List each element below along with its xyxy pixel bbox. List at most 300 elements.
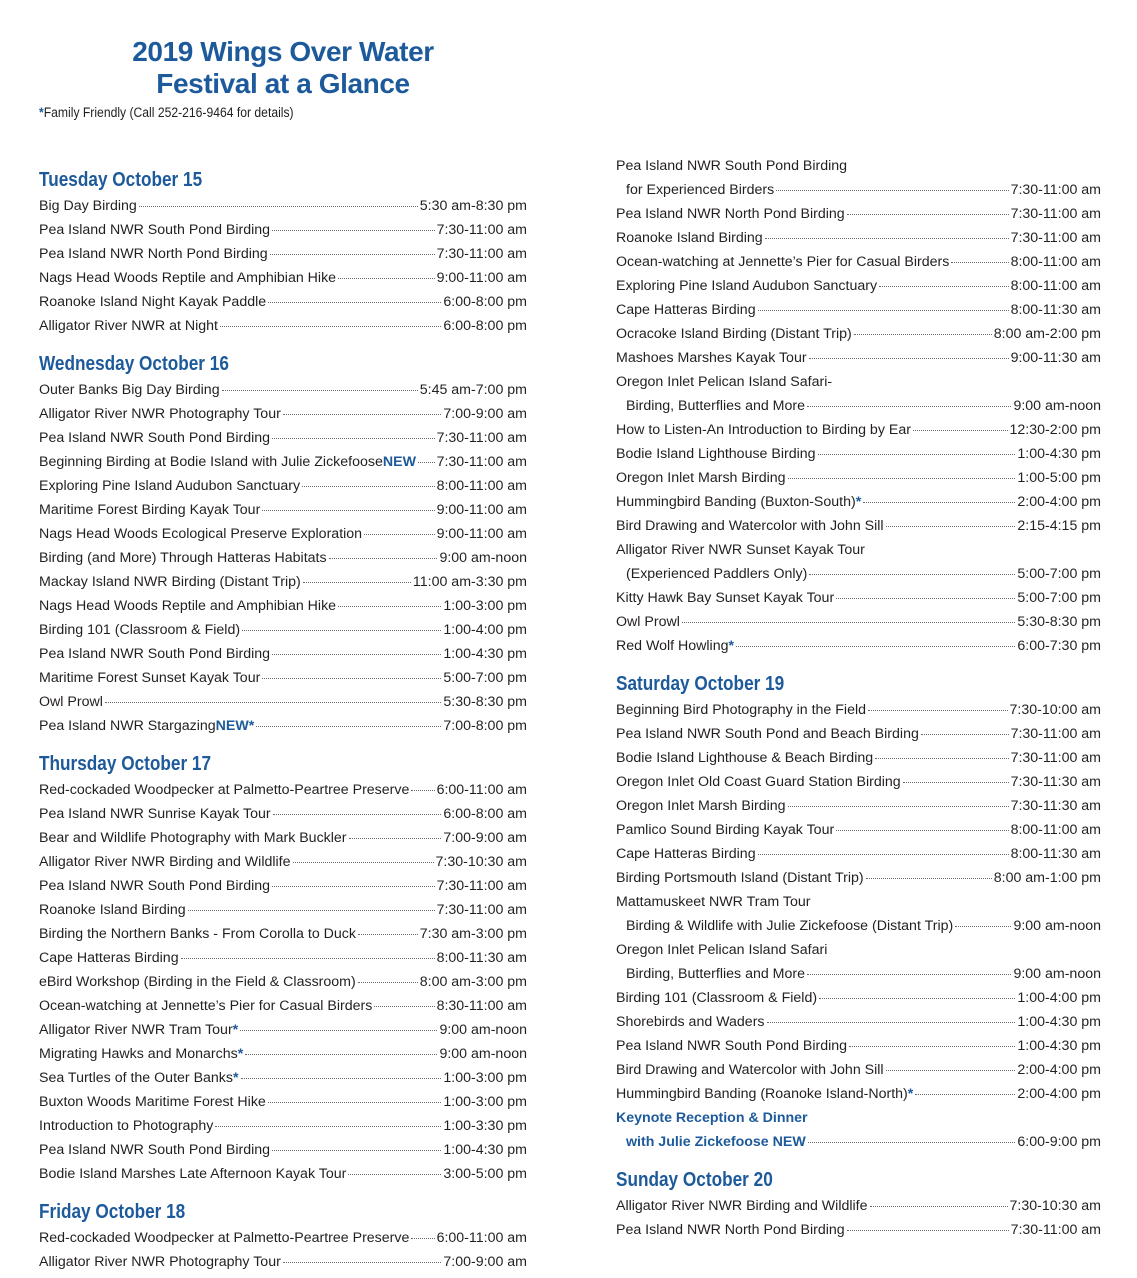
event-time: 11:00 am-3:30 pm xyxy=(412,574,527,590)
event-name: Maritime Forest Sunset Kayak Tour xyxy=(39,670,261,686)
event-name: Introduction to Photography xyxy=(39,1118,214,1134)
event-name: Oregon Inlet Old Coast Guard Station Birding xyxy=(616,774,901,790)
event-row xyxy=(39,218,527,242)
event-name: Pea Island NWR South Pond and Beach Birding xyxy=(616,726,919,742)
event-name: Roanoke Island Night Kayak Paddle xyxy=(39,294,267,310)
event-name: Alligator River NWR Photography Tour xyxy=(39,406,281,422)
event-time: 7:30-11:00 am xyxy=(436,246,527,262)
event-time: 1:00-4:30 pm xyxy=(1017,1014,1101,1030)
event-row xyxy=(616,466,1101,490)
day-heading: Tuesday October 15 xyxy=(39,169,203,191)
event-name: Nags Head Woods Reptile and Amphibian Hike xyxy=(39,270,337,286)
event-row xyxy=(39,994,527,1018)
dot-leader xyxy=(854,333,992,335)
event-time: 8:00 am-1:00 pm xyxy=(993,870,1101,886)
event-name: Maritime Forest Birding Kayak Tour xyxy=(39,502,261,518)
dot-leader xyxy=(240,1029,437,1031)
event-time: 9:00-11:00 am xyxy=(436,270,527,286)
dot-leader xyxy=(256,725,441,727)
event-time: 1:00-5:00 pm xyxy=(1017,470,1101,486)
event-time: 7:30-11:00 am xyxy=(436,430,527,446)
event-title-line xyxy=(616,1106,1101,1130)
dot-leader xyxy=(338,605,441,607)
event-row xyxy=(616,610,1101,634)
event-name: Birding the Northern Banks - From Corolla to Duck xyxy=(39,926,356,942)
dot-leader xyxy=(245,1053,437,1055)
event-name: Alligator River NWR Birding and Wildlife xyxy=(616,1198,868,1214)
event-title-line xyxy=(616,370,1101,394)
event-name: Red-cockaded Woodpecker at Palmetto-Peartree Preserve xyxy=(39,1230,410,1246)
event-row xyxy=(626,562,1101,586)
event-row xyxy=(39,378,527,402)
event-row xyxy=(616,842,1101,866)
event-row xyxy=(626,914,1101,938)
event-row xyxy=(616,722,1101,746)
dot-leader xyxy=(886,1069,1016,1071)
dot-leader xyxy=(139,205,418,207)
event-time: 12:30-2:00 pm xyxy=(1009,422,1101,438)
dot-leader xyxy=(105,701,442,703)
event-time: 7:30-11:30 am xyxy=(1010,774,1101,790)
event-time: 7:30-11:00 am xyxy=(436,222,527,238)
event-name: Pea Island NWR South Pond Birding xyxy=(616,1038,848,1054)
event-time: 6:00-8:00 am xyxy=(443,806,527,822)
event-row xyxy=(39,426,527,450)
event-row xyxy=(616,298,1101,322)
day-heading: Thursday October 17 xyxy=(39,753,212,775)
event-time: 2:00-4:00 pm xyxy=(1017,1062,1101,1078)
event-time: 8:00-11:00 am xyxy=(1010,278,1101,294)
dot-leader xyxy=(273,813,442,815)
dot-leader xyxy=(358,933,418,935)
dot-leader xyxy=(809,357,1009,359)
event-row xyxy=(39,778,527,802)
event-name: (Experienced Paddlers Only) xyxy=(626,566,808,582)
event-row xyxy=(616,794,1101,818)
event-time: 7:30-11:00 am xyxy=(1010,230,1101,246)
event-time: 8:00-11:30 am xyxy=(1010,302,1101,318)
event-row xyxy=(616,746,1101,770)
event-name: Alligator River NWR at Night xyxy=(39,318,218,334)
dot-leader xyxy=(349,837,442,839)
event-name: Birding, Butterflies and More xyxy=(626,966,806,982)
event-row xyxy=(39,642,527,666)
dot-leader xyxy=(188,909,435,911)
event-time: 9:00 am-noon xyxy=(439,1022,527,1038)
dot-leader xyxy=(272,653,441,655)
event-row xyxy=(39,546,527,570)
event-name: Mashoes Marshes Kayak Tour xyxy=(616,350,807,366)
dot-leader xyxy=(863,501,1015,503)
event-time: 1:00-4:30 pm xyxy=(1017,446,1101,462)
event-time: 1:00-4:30 pm xyxy=(443,646,527,662)
dot-leader xyxy=(807,405,1011,407)
event-name: Oregon Inlet Marsh Birding xyxy=(616,798,786,814)
title-line-2: Festival at a Glance xyxy=(156,68,410,99)
event-name: Birding, Butterflies and More xyxy=(626,398,806,414)
dot-leader xyxy=(866,877,992,879)
event-row xyxy=(616,1082,1101,1106)
dot-leader xyxy=(242,629,441,631)
event-time: 7:30-11:30 am xyxy=(1010,798,1101,814)
event-time: 7:00-8:00 pm xyxy=(443,718,527,734)
event-time: 1:00-3:00 pm xyxy=(443,1094,527,1110)
event-time: 7:30-10:30 am xyxy=(435,854,527,870)
event-name: eBird Workshop (Birding in the Field & Classroom) xyxy=(39,974,356,990)
event-name: Exploring Pine Island Audubon Sanctuary xyxy=(39,478,301,494)
event-row xyxy=(39,498,527,522)
dot-leader xyxy=(951,261,1008,263)
event-name: Big Day Birding xyxy=(39,198,137,214)
event-time: 5:30-8:30 pm xyxy=(443,694,527,710)
event-row xyxy=(39,1018,527,1042)
event-row xyxy=(616,322,1101,346)
event-time: 5:00-7:00 pm xyxy=(443,670,527,686)
event-name: Roanoke Island Birding xyxy=(616,230,763,246)
event-name: Beginning Bird Photography in the Field xyxy=(616,702,867,718)
event-row xyxy=(626,1130,1101,1154)
event-time: 7:30 am-3:00 pm xyxy=(419,926,527,942)
event-name: Cape Hatteras Birding xyxy=(616,846,756,862)
dot-leader xyxy=(758,853,1009,855)
family-friendly-text: Family Friendly (Call 252-216-9464 for details) xyxy=(43,105,294,120)
dot-leader xyxy=(418,461,435,463)
event-name: Pea Island NWR North Pond Birding xyxy=(616,1222,845,1238)
event-time: 5:30 am-8:30 pm xyxy=(419,198,527,214)
event-row xyxy=(626,178,1101,202)
event-name: Buxton Woods Maritime Forest Hike xyxy=(39,1094,266,1110)
event-row xyxy=(616,634,1101,658)
event-time: 8:00 am-3:00 pm xyxy=(419,974,527,990)
event-row xyxy=(616,698,1101,722)
dot-leader xyxy=(788,805,1009,807)
dot-leader xyxy=(847,213,1009,215)
event-row xyxy=(626,394,1101,418)
new-badge: NEW xyxy=(215,718,249,734)
dot-leader xyxy=(807,973,1011,975)
event-row xyxy=(39,450,527,474)
event-name: How to Listen-An Introduction to Birding by Ear xyxy=(616,422,911,438)
event-name: Hummingbird Banding (Buxton-South) xyxy=(616,494,856,510)
event-name: Ocean-watching at Jennette’s Pier for Casual Birders xyxy=(616,254,950,270)
dot-leader xyxy=(879,285,1008,287)
event-time: 6:00-8:00 pm xyxy=(443,294,527,310)
event-name: Bear and Wildlife Photography with Mark Buckler xyxy=(39,830,347,846)
event-time: 8:00-11:30 am xyxy=(1010,846,1101,862)
event-name: Keynote Reception & Dinner xyxy=(616,1110,808,1126)
dot-leader xyxy=(272,437,434,439)
event-name: Birding (and More) Through Hatteras Habitats xyxy=(39,550,327,566)
event-row xyxy=(39,474,527,498)
event-time: 8:00-11:30 am xyxy=(436,950,527,966)
event-row xyxy=(616,1010,1101,1034)
dot-leader xyxy=(913,429,1008,431)
dot-leader xyxy=(181,957,435,959)
dot-leader xyxy=(358,981,418,983)
event-name: Outer Banks Big Day Birding xyxy=(39,382,220,398)
family-friendly-note xyxy=(39,104,294,122)
family-friendly-star: * xyxy=(907,1086,914,1102)
event-row xyxy=(39,594,527,618)
dot-leader xyxy=(849,1045,1015,1047)
dot-leader xyxy=(955,925,1011,927)
event-time: 9:00-11:00 am xyxy=(436,526,527,542)
event-name: for Experienced Birders xyxy=(626,182,775,198)
event-row xyxy=(616,514,1101,538)
dot-leader xyxy=(272,229,434,231)
event-name: Bodie Island Marshes Late Afternoon Kayak Tour xyxy=(39,1166,347,1182)
event-name: Oregon Inlet Marsh Birding xyxy=(616,470,786,486)
event-row xyxy=(616,442,1101,466)
event-name: Pea Island NWR North Pond Birding xyxy=(616,206,845,222)
dot-leader xyxy=(338,277,435,279)
event-time: 5:30-8:30 pm xyxy=(1017,614,1101,630)
event-title-line xyxy=(616,938,1101,962)
event-time: 1:00-4:00 pm xyxy=(443,622,527,638)
event-row xyxy=(39,946,527,970)
event-title-line xyxy=(616,890,1101,914)
event-time: 1:00-4:30 pm xyxy=(443,1142,527,1158)
dot-leader xyxy=(272,885,434,887)
event-row xyxy=(616,226,1101,250)
dot-leader xyxy=(915,1093,1015,1095)
event-time: 7:00-9:00 am xyxy=(443,830,527,846)
dot-leader xyxy=(283,1261,442,1263)
dot-leader xyxy=(868,709,1007,711)
title-line-1: 2019 Wings Over Water xyxy=(132,36,434,67)
event-name: Pea Island NWR Sunrise Kayak Tour xyxy=(39,806,271,822)
event-time: 1:00-4:00 pm xyxy=(1017,990,1101,1006)
event-time: 6:00-11:00 am xyxy=(436,1230,527,1246)
event-time: 7:30-11:00 am xyxy=(1010,182,1101,198)
event-row xyxy=(39,402,527,426)
event-row xyxy=(39,1162,527,1186)
event-name: Owl Prowl xyxy=(616,614,680,630)
dot-leader xyxy=(268,1101,442,1103)
dot-leader xyxy=(374,1005,434,1007)
dot-leader xyxy=(788,477,1016,479)
event-title-line xyxy=(616,538,1101,562)
event-name: Bodie Island Lighthouse Birding xyxy=(616,446,816,462)
dot-leader xyxy=(736,645,1015,647)
dot-leader xyxy=(808,1141,1016,1143)
event-name: Pea Island NWR South Pond Birding xyxy=(39,878,271,894)
event-time: 1:00-3:30 pm xyxy=(443,1118,527,1134)
event-row xyxy=(39,690,527,714)
dot-leader xyxy=(293,861,434,863)
event-name: Oregon Inlet Pelican Island Safari xyxy=(616,942,828,958)
family-friendly-star: * xyxy=(233,1070,239,1086)
event-row xyxy=(39,802,527,826)
event-row xyxy=(39,714,527,738)
event-row xyxy=(39,1114,527,1138)
event-time: 6:00-9:00 pm xyxy=(1017,1134,1101,1150)
event-time: 9:00 am-noon xyxy=(1013,398,1101,414)
event-name: Nags Head Woods Ecological Preserve Exploration xyxy=(39,526,363,542)
dot-leader xyxy=(818,453,1016,455)
family-friendly-star: * xyxy=(232,1022,239,1038)
day-heading: Friday October 18 xyxy=(39,1201,186,1223)
dot-leader xyxy=(870,1205,1008,1207)
event-name: Migrating Hawks and Monarchs xyxy=(39,1046,238,1062)
event-time: 7:30-11:00 am xyxy=(1010,750,1101,766)
dot-leader xyxy=(268,301,441,303)
family-friendly-star: * xyxy=(855,494,862,510)
event-row xyxy=(616,418,1101,442)
dot-leader xyxy=(241,1077,442,1079)
event-name: Exploring Pine Island Audubon Sanctuary xyxy=(616,278,878,294)
event-row xyxy=(626,962,1101,986)
day-heading: Sunday October 20 xyxy=(616,1169,773,1191)
event-time: 5:00-7:00 pm xyxy=(1017,590,1101,606)
event-name: Shorebirds and Waders xyxy=(616,1014,765,1030)
event-row xyxy=(39,1226,527,1250)
event-time: 8:30-11:00 am xyxy=(436,998,527,1014)
family-friendly-star: * xyxy=(248,718,255,734)
event-row xyxy=(616,586,1101,610)
event-time: 8:00-11:00 am xyxy=(1010,822,1101,838)
dot-leader xyxy=(875,757,1008,759)
event-time: 1:00-3:00 pm xyxy=(443,598,527,614)
event-row xyxy=(616,346,1101,370)
event-time: 9:00 am-noon xyxy=(1013,966,1101,982)
event-time: 2:00-4:00 pm xyxy=(1017,494,1101,510)
event-name: Nags Head Woods Reptile and Amphibian Hike xyxy=(39,598,337,614)
family-friendly-star: * xyxy=(39,105,44,120)
event-name: Birding 101 (Classroom & Field) xyxy=(39,622,241,638)
dot-leader xyxy=(886,525,1016,527)
dot-leader xyxy=(220,325,441,327)
dot-leader xyxy=(222,389,418,391)
dot-leader xyxy=(302,485,434,487)
dot-leader xyxy=(776,189,1008,191)
event-title-line xyxy=(616,154,1101,178)
event-name: Pea Island NWR South Pond Birding xyxy=(39,430,271,446)
event-time: 6:00-11:00 am xyxy=(436,782,527,798)
dot-leader xyxy=(329,557,438,559)
event-time: 5:00-7:00 pm xyxy=(1017,566,1101,582)
event-name: Red-cockaded Woodpecker at Palmetto-Peartree Preserve xyxy=(39,782,410,798)
event-row xyxy=(39,850,527,874)
dot-leader xyxy=(262,509,434,511)
event-name: Owl Prowl xyxy=(39,694,103,710)
event-row xyxy=(39,1138,527,1162)
event-name: Mackay Island NWR Birding (Distant Trip) xyxy=(39,574,301,590)
event-time: 5:45 am-7:00 pm xyxy=(419,382,527,398)
event-row xyxy=(39,1066,527,1090)
event-name: Alligator River NWR Sunset Kayak Tour xyxy=(616,542,865,558)
event-time: 9:00 am-noon xyxy=(1013,918,1101,934)
event-time: 7:30-11:00 am xyxy=(1010,1222,1101,1238)
event-time: 7:30-10:30 am xyxy=(1009,1198,1101,1214)
event-name: Cape Hatteras Birding xyxy=(39,950,179,966)
event-row xyxy=(39,826,527,850)
event-name: Pea Island NWR South Pond Birding xyxy=(39,646,271,662)
event-name: Sea Turtles of the Outer Banks xyxy=(39,1070,233,1086)
event-time: 7:30-11:00 am xyxy=(436,902,527,918)
event-time: 3:00-5:00 pm xyxy=(443,1166,527,1182)
event-name: Alligator River NWR Birding and Wildlife xyxy=(39,854,291,870)
event-row xyxy=(39,618,527,642)
event-row xyxy=(616,274,1101,298)
event-row xyxy=(616,490,1101,514)
dot-leader xyxy=(765,237,1009,239)
event-name: Birding 101 (Classroom & Field) xyxy=(616,990,818,1006)
dot-leader xyxy=(411,789,434,791)
event-row xyxy=(616,1034,1101,1058)
event-name: Pea Island NWR North Pond Birding xyxy=(39,246,268,262)
event-time: 8:00 am-2:00 pm xyxy=(993,326,1101,342)
dot-leader xyxy=(758,309,1009,311)
dot-leader xyxy=(819,997,1015,999)
event-name: Pea Island NWR South Pond Birding xyxy=(39,222,271,238)
event-row xyxy=(39,1250,527,1274)
event-time: 7:00-9:00 am xyxy=(443,406,527,422)
event-row xyxy=(39,194,527,218)
dot-leader xyxy=(348,1173,441,1175)
event-name: Alligator River NWR Photography Tour xyxy=(39,1254,281,1270)
event-row xyxy=(616,1218,1101,1242)
event-time: 6:00-8:00 pm xyxy=(443,318,527,334)
dot-leader xyxy=(836,597,1015,599)
dot-leader xyxy=(272,1149,441,1151)
event-name: Pea Island NWR South Pond Birding xyxy=(616,158,848,174)
event-time: 7:30-11:00 am xyxy=(436,454,527,470)
event-name: Pea Island NWR Stargazing xyxy=(39,718,216,734)
event-name: Mattamuskeet NWR Tram Tour xyxy=(616,894,811,910)
event-name: Alligator River NWR Tram Tour xyxy=(39,1022,233,1038)
event-time: 1:00-4:30 pm xyxy=(1017,1038,1101,1054)
event-time: 7:30-11:00 am xyxy=(436,878,527,894)
event-name: Red Wolf Howling xyxy=(616,638,729,654)
event-name: Bird Drawing and Watercolor with John Sill xyxy=(616,1062,884,1078)
new-badge: NEW xyxy=(382,454,416,470)
event-time: 7:00-9:00 am xyxy=(443,1254,527,1270)
dot-leader xyxy=(364,533,434,535)
event-time: 7:30-11:00 am xyxy=(1010,726,1101,742)
dot-leader xyxy=(847,1229,1009,1231)
event-name: Bodie Island Lighthouse & Beach Birding xyxy=(616,750,874,766)
dot-leader xyxy=(921,733,1009,735)
event-row xyxy=(39,314,527,338)
dot-leader xyxy=(270,253,435,255)
dot-leader xyxy=(411,1237,434,1239)
event-row xyxy=(616,1058,1101,1082)
event-row xyxy=(39,522,527,546)
event-row xyxy=(39,666,527,690)
event-row xyxy=(39,242,527,266)
event-time: 8:00-11:00 am xyxy=(436,478,527,494)
dot-leader xyxy=(283,413,442,415)
event-time: 2:15-4:15 pm xyxy=(1017,518,1101,534)
dot-leader xyxy=(836,829,1008,831)
event-name: Kitty Hawk Bay Sunset Kayak Tour xyxy=(616,590,835,606)
event-time: 1:00-3:00 pm xyxy=(443,1070,527,1086)
dot-leader xyxy=(809,573,1015,575)
event-time: 9:00 am-noon xyxy=(439,550,527,566)
event-time: 9:00-11:00 am xyxy=(436,502,527,518)
event-row xyxy=(616,202,1101,226)
event-row xyxy=(39,970,527,994)
event-row xyxy=(616,986,1101,1010)
dot-leader xyxy=(903,781,1009,783)
event-name: Hummingbird Banding (Roanoke Island-North) xyxy=(616,1086,908,1102)
dot-leader xyxy=(767,1021,1016,1023)
event-row xyxy=(39,898,527,922)
event-row xyxy=(616,770,1101,794)
event-row xyxy=(39,922,527,946)
dot-leader xyxy=(682,621,1016,623)
